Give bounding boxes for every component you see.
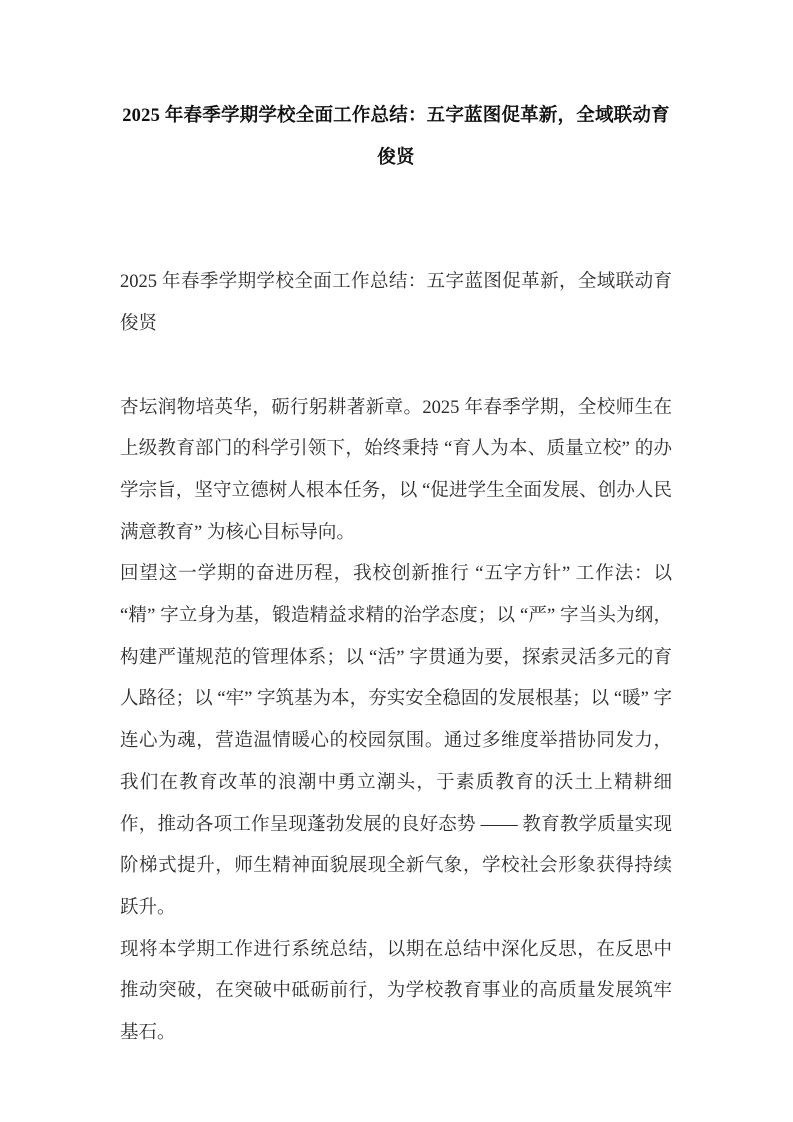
document-title: 2025 年春季学期学校全面工作总结：五字蓝图促革新，全域联动育俊贤	[122, 106, 670, 168]
subtitle-paragraph: 2025 年春季学期学校全面工作总结：五字蓝图促革新，全域联动育俊贤	[120, 272, 672, 335]
intro-paragraph: 杏坛润物培英华，砺行躬耕著新章。2025 年春季学期，全校师生在上级教育部门的科学引领下，始终秉持 “育人为本、质量立校” 的办学宗旨，坚守立德树人根本任务，以 “促进学生全面发展、创办人民满意教育” 为核心目标导向。	[120, 397, 672, 543]
closing-paragraph: 现将本学期工作进行系统总结，以期在总结中深化反思，在反思中推动突破，在突破中砥砺前行，为学校教育事业的高质量发展筑牢基石。	[120, 939, 672, 1044]
body-paragraph: 回望这一学期的奋进历程，我校创新推行 “五字方针” 工作法：以 “精” 字立身为基，锻造精益求精的治学态度；以 “严” 字当头为纲，构建严谨规范的管理体系；以 “活” 字贯通为要，探索灵活多元的育人路径；以 “牢” 字筑基为本，夯实安全稳固的发展根基；以 “暖” 字连心为魂，营造温情暖心的校园氛围。通过多维度举措协同发力，我们在教育改革的浪潮中勇立潮头，于素质教育的沃土上精耕细作，推动各项工作呈现蓬勃发展的良好态势 —— 教育教学质量实现阶梯式提升，师生精神面貌展现全新气象，学校社会形象获得持续跃升。	[120, 564, 672, 918]
